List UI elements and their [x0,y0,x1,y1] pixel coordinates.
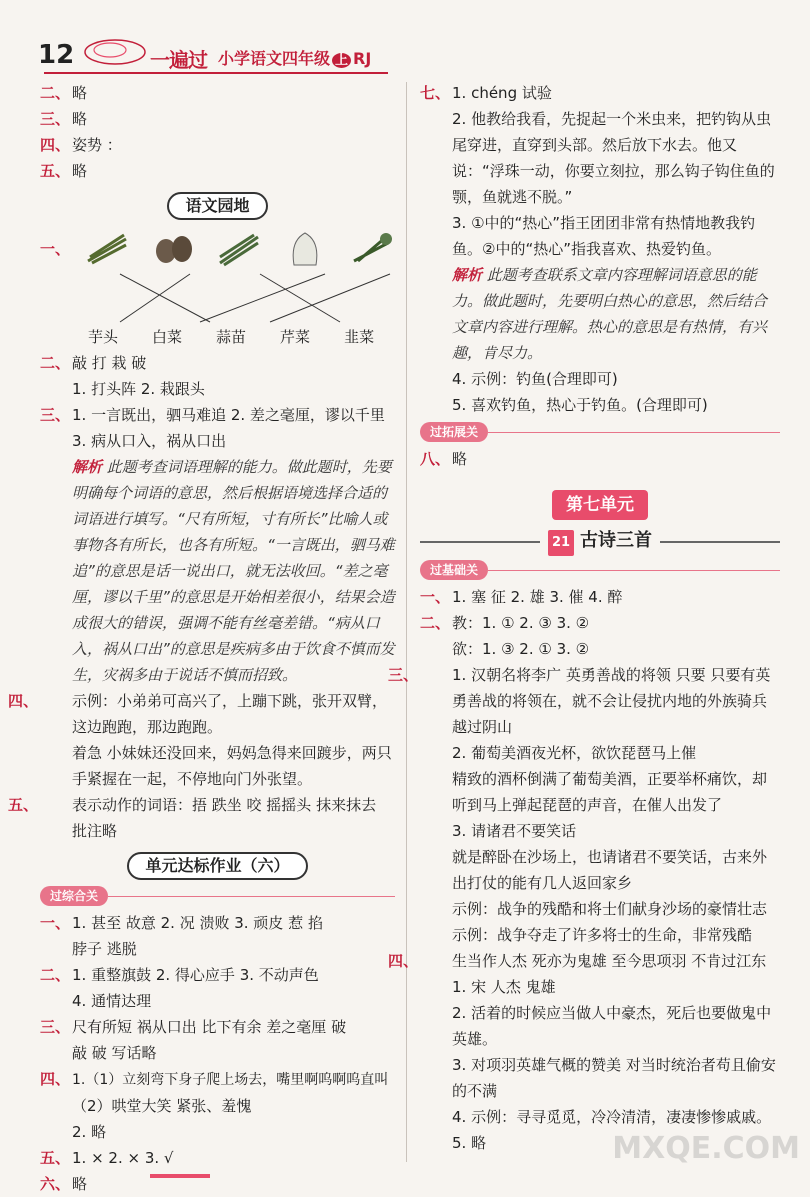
taro-icon [152,231,194,267]
answer-row: 二、 教：1. ① 2. ③ 3. ② [420,614,590,632]
answer-row: 5. 略 [452,1134,487,1152]
section-title-yuwen: 语文园地 [40,192,395,220]
page-header [0,0,810,82]
answer-row: 三、 尺有所短 祸从口出 比下有余 差之毫厘 破 [40,1018,347,1036]
lesson-number: 21 [548,530,574,556]
answer-row: 四、 1.（1）立刻弯下身子爬上场去，嘴里啊呜啊呜直叫 [40,1070,389,1088]
matching-lines [60,272,395,324]
answer-row: 五、 略 [40,162,88,180]
answer-row: 二、 敲 打 栽 破 [40,354,147,372]
header-rule [44,72,388,74]
left-column [8,80,395,1197]
answer-row: 3. 对项羽英雄气概的赞美 对当时统治者苟且偷安的不满 [452,1056,776,1100]
answer-row: 六、 略 [40,1175,88,1193]
answer-row: 4. 示例：钓鱼(合理即可) [452,370,618,388]
veg-name: 韭菜 [344,328,375,346]
section-tag: 过基础关 [420,560,780,580]
lesson-title: 21 古诗三首 [420,528,780,556]
swirl-logo-icon [80,34,150,70]
matching-lines-svg [60,272,400,324]
answer-row: 批注略 [72,822,118,840]
answer-row: 一、 1. 甚至 故意 2. 况 溃败 3. 顽皮 惹 掐 [40,914,323,932]
answer-row: 精致的酒杯倒满了葡萄美酒，正要举杯痛饮，却听到马上弹起琵琶的声音，在催人出发了 [452,770,768,814]
celery-icon [218,231,260,267]
unit-test-title: 单元达标作业（六） [40,852,395,880]
brand-name: 一遍过 [150,48,207,72]
section-tag: 过综合关 [40,886,395,906]
analysis-block: 解析 此题考查词语理解的能力。做此题时，先要明确每个词语的意思，然后根据语境选择合适的词语进行填写。“尺有所短，寸有所长”比喻人或事物各有所长，也各有所短。“一言既出，驷马难追”的意思是话一说出口，就无法收回。“差之毫厘，谬以千里”的意思是开始相差很小，结果会造成很大的错误，强调不能有丝毫差错。“病从口入，祸从口出”的意思是疾病多由于饮食不慎而发生，灾祸多由于说话不慎而招致。 [72,458,395,684]
edition-mark: 上 [332,53,351,68]
answer-row: 4. 示例：寻寻觅觅，冷冷清清，凄凄惨惨戚戚。 [452,1108,772,1126]
answer-row: 1. 打头阵 2. 栽跟头 [72,380,205,398]
veg-name: 蒜苗 [216,328,247,346]
answer-row: 3. ①中的“热心”指王团团非常有热情地教我钓鱼。②中的“热心”指我喜欢、热爱钓鱼。 [452,214,756,258]
answer-row: 三、 略 [40,110,88,128]
answer-row: 八、 略 [420,450,468,468]
veg-name: 芹菜 [280,328,311,346]
answer-row: 四、 姿势 ： [40,136,122,154]
garlic-sprout-icon [86,231,128,267]
answer-row: 2. 活着的时候应当做人中豪杰，死后也要做鬼中英雄。 [452,1004,772,1048]
vegetable-names [88,324,395,350]
answer-row: 四、 示例：小弟弟可高兴了，上蹦下跳，张开双臂，这边跑跑，那边跑跑。 [8,692,388,736]
answer-row: 五、 表示动作的词语：捂 跌坐 咬 摇摇头 抹来抹去 [8,796,377,814]
answer-row: 七、 1. chéng 试验 [420,84,552,102]
answer-row: 2. 他教给我看，先捉起一个米虫来，把钓钩从虫尾穿进，直穿到头部。然后放下水去。他又说：“浮珠一动，你要立刻拉，那么钩子钩住鱼的颚，鱼就逃不脱。” [452,110,775,206]
answer-row: 4. 通情达理 [72,992,152,1010]
leek-icon [350,231,392,267]
answer-row: 着急 小妹妹还没回来，妈妈急得来回踱步，两只手紧握在一起，不停地向门外张望。 [72,744,392,788]
answer-row: 3. 请诸君不要笑话 [452,822,577,840]
answer-row: 二、 略 [40,84,88,102]
veg-name: 白菜 [152,328,183,346]
answer-row: （2）哄堂大笑 紧张、羞愧 [72,1097,252,1115]
answer-row: 1. 宋 人杰 鬼雄 [452,978,556,996]
answer-row: 二、 1. 重整旗鼓 2. 得心应手 3. 不动声色 [40,966,319,984]
section-tag: 过拓展关 [420,422,780,442]
answer-row: 2. 葡萄美酒夜光杯，欲饮琵琶马上催 [452,744,697,762]
answer-row: 3. 病从口入，祸从口出 [72,432,227,450]
footer-accent [150,1174,210,1178]
right-column [388,80,780,1156]
answer-row: 就是醉卧在沙场上，也请诸君不要笑话，古来外出打仗的能有几人返回家乡 [452,848,768,892]
vegetable-images [86,226,395,272]
answer-row: 三、 1. 一言既出，驷马难追 2. 差之毫厘，谬以千里 [40,406,385,424]
column-divider [406,82,407,1162]
cabbage-icon [284,231,326,267]
answer-row: 一、 1. 塞 征 2. 雄 3. 催 4. 醉 [420,588,623,606]
answer-row: 欲：1. ③ 2. ① 3. ② [452,640,590,658]
answer-row: 示例：战争夺走了许多将士的生命，非常残酷 [452,926,753,944]
answer-row: 五、 1. × 2. × 3. √ [40,1149,174,1167]
page-number: 12 [38,40,75,70]
answer-row: 三、 1. 汉朝名将李广 英勇善战的将领 只要 只要有英勇善战的将领在，就不会让侵扰内地的外族骑兵越过阴山 [388,666,771,736]
answer-row: 示例：战争的残酷和将士们献身沙场的豪情壮志 [452,900,768,918]
answer-row: 2. 略 [72,1123,107,1141]
veg-name: 芋头 [88,328,119,346]
answer-row: 四、 生当作人杰 死亦为鬼雄 至今思项羽 不肯过江东 [388,952,767,970]
answer-row: 脖子 逃脱 [72,940,137,958]
watermark: MXQE.COM [612,1131,800,1166]
answer-row: 5. 喜欢钓鱼，热心于钓鱼。(合理即可) [452,396,708,414]
answer-row: 一、 [40,226,395,272]
book-title: 小学语文四年级 上 RJ [218,49,372,68]
analysis-block: 解析 此题考查联系文章内容理解词语意思的能力。做此题时，先要明白热心的意思，然后结合文章内容进行理解。热心的意思是有热情，有兴趣，肯尽力。 [452,266,768,362]
unit-title: 第七单元 [420,490,780,520]
answer-row: 敲 破 写话略 [72,1044,157,1062]
